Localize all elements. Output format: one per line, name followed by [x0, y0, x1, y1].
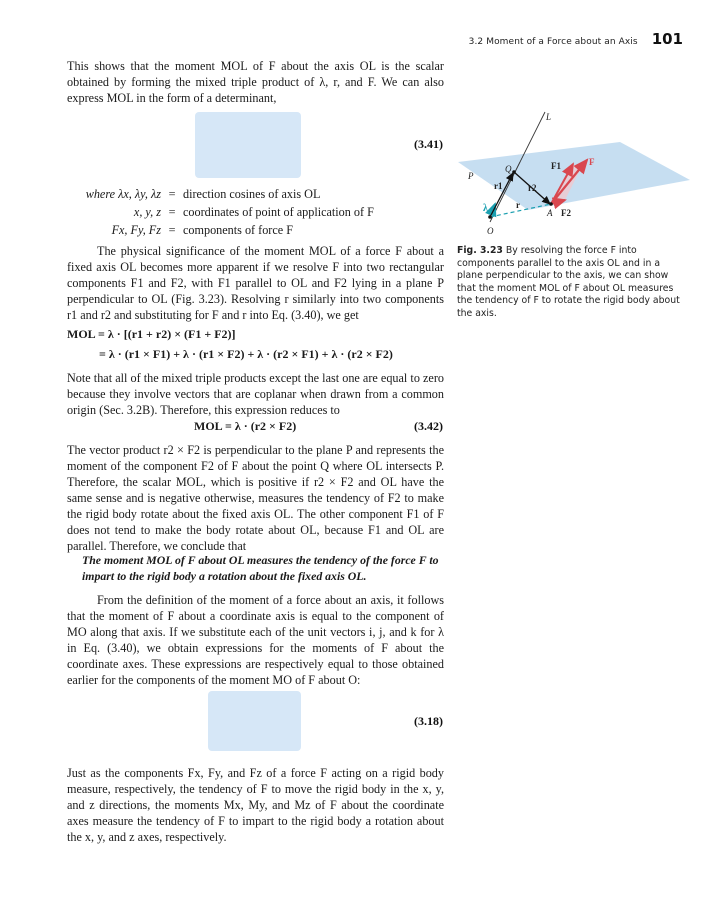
- point-q: [512, 170, 516, 174]
- paragraph-2: The physical significance of the moment MOL of a force F about a fixed axis OL becomes more apparent if we resolve F into two rectangular components F1 and F2, with F1 parallel to OL and F2 lying in a plane P perpendicular to OL (Fig. 3.23). Resolving r similarly into two components r1 and r2 and substituting for F and r into Eq. (3.40), we get: [67, 244, 444, 322]
- caption-text: By resolving the force F into components parallel to the axis OL and in a plane perpendicular to the axis, we can show that the moment MOL of F about OL measures the tendency of F to rotate the rigid body about the axis.: [457, 245, 680, 319]
- expansion-line-1: MOL = λ · [(r1 + r2) × (F1 + F2)]: [67, 327, 236, 341]
- paragraph-1: This shows that the moment MOL of F about the axis OL is the scalar obtained by forming the mixed triple product of λ, r, and F. We can also express MOL in the form of a determinant,: [67, 59, 444, 105]
- paragraph-vector-product: [67, 442, 444, 554]
- point-o: [488, 215, 492, 219]
- label-f: F: [589, 157, 595, 167]
- equation-label-3-18: (3.18): [414, 714, 443, 728]
- definition-row: where λx, λy, λz = direction cosines of axis OL: [67, 185, 444, 203]
- emphasized-conclusion: The moment MOL of F about OL measures the tendency of the force F to impart to the rigid body a rotation about the fixed axis OL.: [82, 553, 439, 583]
- paragraph-5: From the definition of the moment of a force about an axis, it follows that the moment of F about a coordinate axis is equal to the component of MO along that axis. If we substitute each of the unit vectors i, j, and k for λ in Eq. (3.40), we obtain expressions for the moments of F about the coordinate axes. These expressions are respectively equal to those obtained earlier for the components of the moment MO of F about O:: [67, 593, 444, 687]
- running-header: [469, 30, 683, 48]
- label-r: r: [516, 200, 520, 210]
- label-l: L: [546, 112, 552, 122]
- definition-row: x, y, z = coordinates of point of application of F: [67, 203, 444, 221]
- caption-figure-label: Fig. 3.23: [457, 245, 503, 256]
- equation-label-3-42: (3.42): [414, 419, 443, 433]
- definition-meaning: components of force F: [183, 223, 293, 237]
- equation-3-41-box: [195, 112, 301, 178]
- paragraph-reduction: [67, 370, 444, 418]
- paragraph-significance: [67, 243, 444, 323]
- figure-caption: [457, 245, 687, 321]
- paragraph-coordinate-axes: [67, 592, 444, 688]
- label-a: A: [547, 208, 553, 218]
- paragraph-intro: [67, 58, 444, 106]
- label-r1: r1: [494, 181, 503, 191]
- definition-list: [67, 185, 444, 239]
- figure-3-23: [450, 100, 700, 240]
- label-f1: F1: [551, 161, 561, 171]
- equation-label-3-41: (3.41): [414, 137, 443, 151]
- label-lambda: λ: [483, 203, 488, 214]
- label-q: Q: [505, 164, 512, 174]
- label-f2: F2: [561, 208, 571, 218]
- label-r2: r2: [528, 183, 537, 193]
- paragraph-6: Just as the components Fx, Fy, and Fz of a force F acting on a rigid body measure, respectively, the tendency of F to move the rigid body in the x, y, and z directions, the moments Mx, My, and Mz of F about the coordinate axes measure the tendency of F to impart to the rigid body a rotation about the x, y, and z axes, respectively.: [67, 766, 444, 844]
- definition-symbol: Fx, Fy, Fz: [111, 223, 161, 237]
- page-number: 101: [651, 30, 683, 48]
- paragraph-4: The vector product r2 × F2 is perpendicular to the plane P and represents the moment of the component F2 of F about the point Q where OL intersects P. Therefore, the scalar MOL, which is positive if r2 × F2 and OL have the same sense and is negative otherwise, measures the tendency of F2 to make the rigid body rotate about the fixed axis OL. The other component F1 of F does not tend to make the body rotate about OL, because F1 and OL are parallel. Therefore, we conclude that: [67, 443, 444, 553]
- expansion-line-2: = λ · (r1 × F1) + λ · (r1 × F2) + λ · (r2 × F1) + λ · (r2 × F2): [99, 347, 393, 361]
- label-p: P: [468, 171, 474, 181]
- definition-symbol: x, y, z: [133, 205, 161, 219]
- definition-meaning: direction cosines of axis OL: [183, 187, 321, 201]
- label-o: O: [487, 226, 494, 236]
- definition-row: Fx, Fy, Fz = components of force F: [67, 221, 444, 239]
- paragraph-closing: [67, 765, 444, 845]
- equation-3-18-box: [208, 691, 301, 751]
- paragraph-3: Note that all of the mixed triple products except the last one are equal to zero because they involve vectors that are coplanar when drawn from a common origin (Sec. 3.2B). Therefore, this expression reduces to: [67, 371, 444, 417]
- point-a: [549, 202, 553, 206]
- section-title: 3.2 Moment of a Force about an Axis: [468, 37, 638, 47]
- equation-3-42: MOL = λ · (r2 × F2): [194, 419, 297, 433]
- definition-symbol: where λx, λy, λz: [85, 187, 161, 201]
- definition-meaning: coordinates of point of application of F: [183, 205, 374, 219]
